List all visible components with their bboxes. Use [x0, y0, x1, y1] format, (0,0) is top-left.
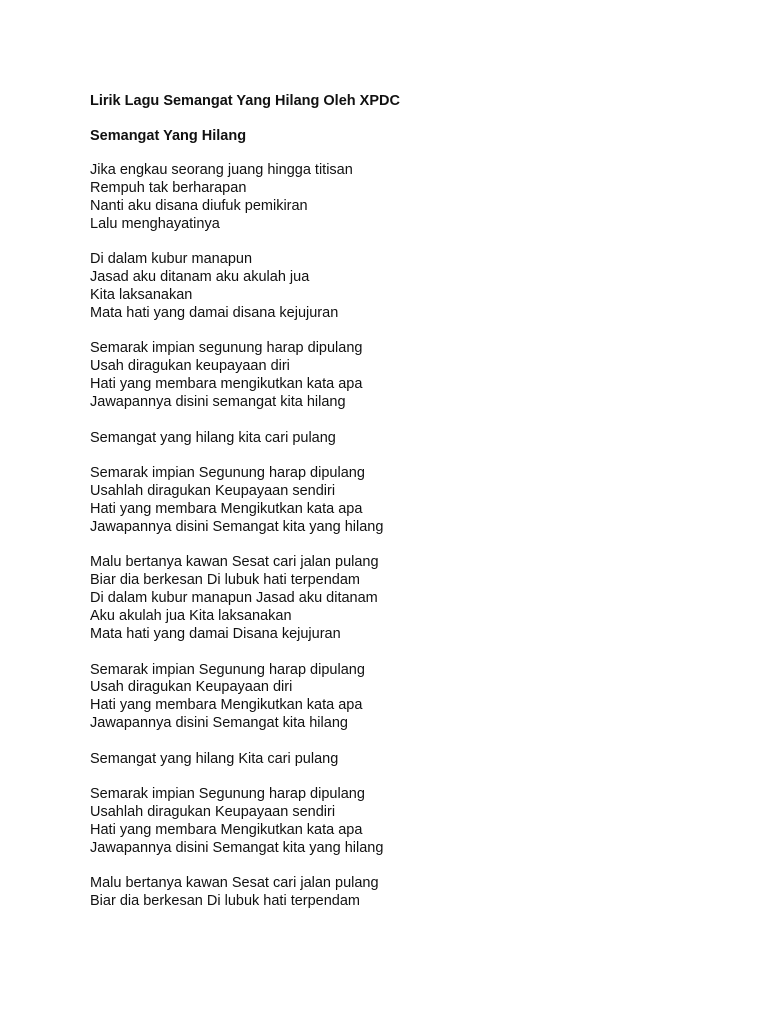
lyric-line: Jawapannya disini Semangat kita yang hilang — [90, 839, 384, 856]
lyric-line: Usahlah diragukan Keupayaan sendiri — [90, 804, 336, 821]
lyric-line: Semarak impian Segunung harap dipulang — [90, 661, 365, 678]
document-page — [90, 92, 730, 929]
lyric-stanza — [90, 554, 730, 644]
lyric-line: Semarak impian Segunung harap dipulang — [90, 465, 365, 482]
lyric-line: Hati yang membara Mengikutkan kata apa — [90, 697, 363, 714]
lyric-stanza — [90, 430, 730, 448]
lyric-line: Jika engkau seorang juang hingga titisan — [90, 162, 353, 178]
lyric-line: Rempuh tak berharapan — [90, 179, 247, 196]
lyric-stanza — [90, 162, 730, 234]
lyric-stanza — [90, 251, 730, 323]
lyric-line: Semangat yang hilang Kita cari pulang — [90, 750, 339, 767]
document-heading: Lirik Lagu Semangat Yang Hilang Oleh XPDC — [90, 93, 400, 109]
lyric-line: Malu bertanya kawan Sesat cari jalan pulang — [90, 554, 379, 571]
lyrics-body — [90, 162, 730, 911]
lyric-line: Semangat yang hilang kita cari pulang — [90, 429, 336, 446]
lyric-line: Hati yang membara Mengikutkan kata apa — [90, 822, 363, 839]
lyric-line: Biar dia berkesan Di lubuk hati terpendam — [90, 572, 361, 589]
lyric-line: Mata hati yang damai Disana kejujuran — [90, 626, 341, 642]
lyric-line: Nanti aku disana diufuk pemikiran — [90, 197, 308, 214]
lyric-line: Aku akulah jua Kita laksanakan — [90, 608, 292, 625]
lyric-stanza — [90, 465, 730, 537]
lyric-line: Semarak impian segunung harap dipulang — [90, 340, 363, 357]
lyric-line: Hati yang membara Mengikutkan kata apa — [90, 500, 363, 517]
lyric-line: Usah diragukan Keupayaan diri — [90, 679, 293, 696]
lyric-line: Usahlah diragukan Keupayaan sendiri — [90, 483, 336, 500]
lyric-line: Jawapannya disini Semangat kita yang hilang — [90, 518, 384, 535]
lyric-line: Di dalam kubur manapun Jasad aku ditanam — [90, 590, 378, 607]
lyric-line: Malu bertanya kawan Sesat cari jalan pulang — [90, 875, 379, 892]
lyric-stanza — [90, 662, 730, 734]
lyric-stanza — [90, 340, 730, 412]
lyric-line: Usah diragukan keupayaan diri — [90, 358, 290, 375]
lyric-line: Mata hati yang damai disana kejujuran — [90, 304, 339, 321]
lyric-stanza — [90, 786, 730, 858]
lyric-line: Biar dia berkesan Di lubuk hati terpendam — [90, 893, 361, 910]
lyric-stanza — [90, 751, 730, 769]
lyric-line: Jasad aku ditanam aku akulah jua — [90, 269, 310, 286]
lyric-line: Di dalam kubur manapun — [90, 251, 253, 268]
lyric-line: Semarak impian Segunung harap dipulang — [90, 786, 365, 803]
song-title: Semangat Yang Hilang — [90, 128, 247, 144]
lyric-line: Lalu menghayatinya — [90, 215, 220, 232]
lyric-line: Kita laksanakan — [90, 287, 193, 304]
lyric-stanza — [90, 875, 730, 911]
lyric-line: Hati yang membara mengikutkan kata apa — [90, 376, 363, 393]
lyric-line: Jawapannya disini semangat kita hilang — [90, 394, 346, 411]
lyric-line: Jawapannya disini Semangat kita hilang — [90, 715, 348, 732]
